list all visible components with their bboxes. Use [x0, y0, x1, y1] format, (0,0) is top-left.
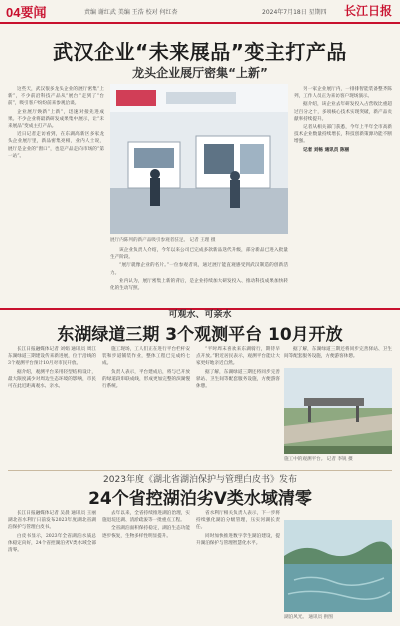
paragraph: 企业展厅焕新“上新”，迅速对接先进成果。不少企业将最新研发成果集中展示，让“未来展品”变成主打产品。 — [8, 109, 104, 130]
paragraph: 据了解，东湖绿道三期还将同步完善驿站、卫生间等配套服务设施，方便游客休憩。 — [196, 369, 280, 390]
paragraph: 这些天，武汉很多龙头企业的展厅密集“上新”，不少前沿科技产品从“展台”走到了“台前”，吸引客户纷纷前来参观洽谈。 — [8, 87, 104, 107]
paragraph: 同时加快推进数字孪生湖泊建设，提升湖泊保护与管理智慧化水平。 — [196, 533, 280, 546]
article2-col4 — [284, 346, 392, 366]
article2-col1 — [8, 346, 96, 460]
article3-kicker: 2023年度《湖北省湖泊保护与管理白皮书》发布 — [103, 475, 297, 485]
lake-landscape-illustration — [284, 520, 392, 612]
article3-col1 — [8, 510, 96, 620]
article2-photo-caption: 施工中的观测平台。 记者 李锐 摄 — [284, 457, 353, 462]
reporter-byline: 记者 刘畅 通讯员 陈丽 — [303, 147, 350, 153]
article2-col3 — [196, 346, 280, 460]
paragraph: 全省湖泊面积保持稳定，湖泊生态功能逐步恢复，生物多样性明显提升。 — [102, 526, 190, 539]
paragraph: 据了解，东湖绿道三期还将同步完善驿站、卫生间等配套服务设施，方便游客休憩。 — [284, 347, 392, 360]
article1-headline: 武汉企业“未来展品”变主打产品 — [53, 40, 347, 64]
paragraph: 据介绍，观测平台采用轻型结构设计，最大限度减少对周边生态环境的影响，市民可在此近距离观水、亲水。 — [8, 369, 96, 390]
paragraph: 长江日报融媒体记者 吴晨 通讯员 王丽 湖北省水利厅日前发布2023年度湖北省湖泊保护与管理白皮书。 — [8, 511, 96, 531]
paragraph: 去年以来，全省持续推进湖泊治理，实施退垸还湖、清淤疏浚等一批重点工程。 — [102, 511, 190, 524]
exhibition-hall-illustration — [110, 84, 288, 234]
paragraph: 记者从相关部门获悉，今年上半年全市高新技术企业数量持续增长，科技创新策源功能不断增强。 — [294, 125, 392, 145]
article3-col3 — [196, 510, 280, 620]
article3-photo — [284, 520, 392, 612]
article2-col2 — [102, 346, 190, 460]
article3-col2 — [102, 510, 190, 620]
paragraph: 另一家企业展厅内，一排排智能装备整齐陈列，工作人员正为来访客户现场演示。 — [294, 87, 392, 100]
paragraph: 据介绍，该企业去年研发投入占营收比重超过百分之十，多项核心技术实现突破，新产品贡献率持续提升。 — [294, 102, 392, 122]
article3-photo-caption: 湖泊风光。 通讯员 供图 — [284, 615, 333, 620]
section-number: 04要闻 — [6, 5, 47, 20]
paragraph: 负责人表示，平台建成后，将与已开放的绿道段串联成线，形成更加完整的滨湖慢行系统。 — [102, 369, 190, 390]
page-header — [0, 0, 400, 24]
article2-kicker — [0, 307, 400, 320]
paragraph: 近日记者走访看到，在东湖高新区多家龙头企业展厅里，新品密集亮相，业内人士说，展厅是企业的“窗口”，也是产品走向市场的“第一站”。 — [8, 132, 104, 159]
article2-photo — [284, 368, 392, 454]
article1-col3 — [110, 247, 288, 303]
kicker-text: 可观水、可亲水 — [162, 310, 237, 320]
paragraph: “展厅就像企业的名片。”一位参观者说，通过展厅能直观感受到武汉制造的创新活力。 — [110, 263, 288, 276]
paragraph: 白皮书显示，2023年全省湖泊水质总体稳定向好，24个省控湖泊劣V类水域全部清零。 — [8, 533, 96, 554]
article1-photo-caption: 展厅内陈列的新产品吸引参观者驻足。 记者 王理 摄 — [110, 238, 216, 243]
paragraph: “平时周末喜欢来东湖骑行，期待早点开放。”附近居民表示，观测平台能让大家更好地亲近自然。 — [196, 347, 280, 367]
paragraph: 省水利厅相关负责人表示，下一步将持续强化湖泊分级管理，压实河湖长责任。 — [196, 511, 280, 531]
article2-headline: 东湖绿道三期 3个观测平台 10月开放 — [57, 325, 343, 345]
paragraph: 业内认为，展厅密集上新的背后，是企业持续加大研发投入、推动科技成果加快转化的生动写照。 — [110, 278, 288, 292]
issue-date: 2024年7月18日 星期四 — [262, 9, 327, 16]
paragraph: 施工现场，工人们正在进行平台栏杆安装和步道铺装作业，整体工程已完成约七成。 — [102, 347, 190, 367]
greenway-platform-illustration — [284, 368, 392, 454]
article1-col4 — [294, 86, 392, 304]
paragraph: 长江日报融媒体记者 刘娟 通讯员 周江 东湖绿道三期建设传来新进展，位于沿线的3个观测平台预计10月对市民开放。 — [8, 347, 96, 367]
article1-col1 — [8, 86, 104, 304]
article1-photo — [110, 84, 288, 234]
paragraph: 该企业负责人介绍，今年以来公司已完成多款新品迭代升级，部分新品已进入批量生产阶段。 — [110, 248, 288, 261]
newspaper-logo: 长江日报 — [343, 4, 392, 18]
section-divider-line — [8, 470, 392, 471]
editor-credits: 责编 谢红武 美编 王浩 校对 何红杏 — [84, 9, 178, 16]
article3-headline: 24个省控湖泊劣V类水域清零 — [88, 489, 312, 509]
article1-subhead: 龙头企业展厅密集“上新” — [132, 66, 268, 80]
